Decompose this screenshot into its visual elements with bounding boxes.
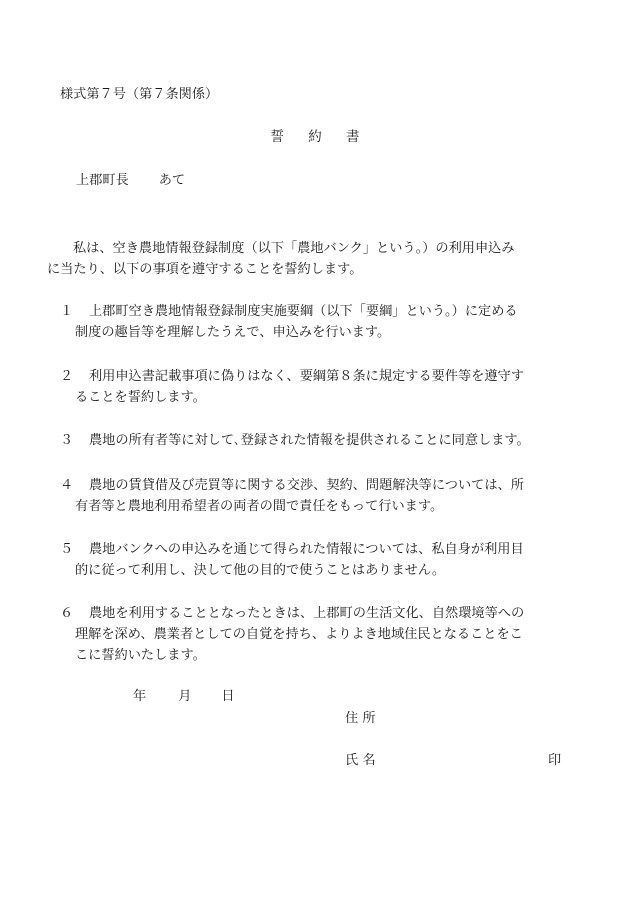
title-char-2: 約 [308,129,322,145]
pledge-item-4 [60,475,580,517]
intro-paragraph [47,238,580,280]
item-number: ４ [60,478,74,493]
address-label: 住 所 [345,711,376,726]
item-line: 農地を利用することとなったときは、上郡町の生活文化、自然環境等への [89,606,525,621]
addressee-suffix: あて [158,173,186,188]
intro-line-1: 私は、空き農地情報登録制度（以下「農地バンク」という。）の利用申込み [73,241,515,256]
item-line: こに誓約いたします。 [75,648,206,663]
pledge-item-5 [60,539,580,581]
title-char-1: 誓 [270,129,284,145]
item-line: 利用申込書記載事項に偽りはなく、要綱第８条に規定する要件等を遵守す [89,369,524,384]
item-number: ６ [60,606,74,621]
pledge-item-1 [60,301,580,343]
document-title [0,131,630,145]
item-line: 上郡町空き農地情報登録制度実施要綱（以下「要綱」という。）に定める [89,304,518,319]
form-number: 様式第７号（第７条関係） [60,87,219,102]
item-line: 的に従って利用し、決して他の目的で使うことはありません。 [75,563,446,578]
item-number: １ [60,304,74,319]
pledge-item-3 [60,430,580,451]
item-line: 理解を深め、農業者としての自覚を持ち、よりよき地域住民となることをこ [75,627,523,642]
date-day: 日 [221,689,235,704]
item-line: ることを誓約します。 [75,390,206,405]
item-line: 有者等と農地利用希望者の両者の間で責任をもって行います。 [75,499,444,514]
item-line: 農地の所有者等に対して､登録された情報を提供されることに同意します。 [89,433,530,448]
title-char-3: 書 [346,129,360,145]
addressee-name: 上郡町長 [76,173,129,188]
item-line: 制度の趣旨等を理解したうえで、申込みを行います。 [75,325,391,340]
pledge-item-2 [60,366,580,408]
date-month: 月 [178,689,192,704]
item-number: ３ [60,433,74,448]
addressee [76,174,185,187]
intro-line-2: に当たり、以下の事項を遵守することを誓約します。 [47,262,363,277]
name-label: 氏 名 [345,753,376,768]
item-line: 農地の賃貸借及び売買等に関する交渉、契約、問題解決等については、所 [89,478,524,493]
item-number: ２ [60,369,74,384]
seal-mark: 印 [548,753,562,768]
item-line: 農地バンクへの申込みを通じて得られた情報については、私自身が利用目 [89,542,524,557]
date-year: 年 [133,689,147,704]
item-number: ５ [60,542,74,557]
pledge-item-6 [60,603,580,666]
date-line [133,690,235,703]
